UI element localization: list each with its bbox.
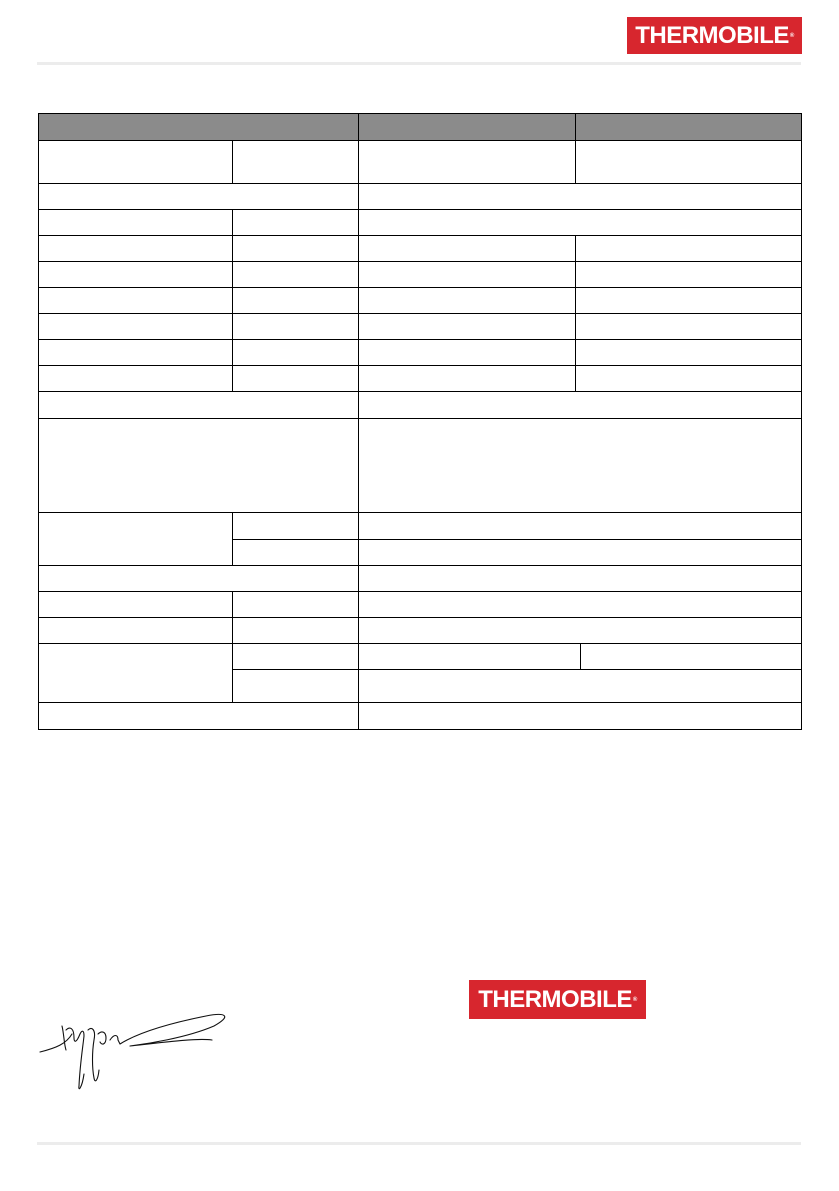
- table-cell: [575, 313, 802, 340]
- table-cell: [232, 365, 359, 392]
- table-cell: [38, 339, 233, 366]
- table-row: [38, 235, 802, 262]
- table-row: [38, 365, 802, 392]
- table-cell: [232, 287, 359, 314]
- table-cell: [38, 565, 359, 592]
- table-row: [38, 261, 802, 288]
- table-cell: [232, 643, 359, 670]
- table-header-cell: [575, 113, 802, 141]
- registered-mark: ®: [632, 996, 637, 1003]
- table-cell: [575, 140, 802, 184]
- table-cell: [358, 339, 576, 366]
- table-cell: [38, 287, 233, 314]
- table-row: [38, 617, 802, 644]
- table-cell: [358, 209, 802, 236]
- table-row: [38, 140, 802, 184]
- table-cell: [38, 183, 359, 210]
- table-cell: [575, 287, 802, 314]
- table-row: [38, 391, 802, 419]
- table-row: [38, 183, 802, 210]
- table-header-cell: [38, 113, 359, 141]
- table-cell: [358, 643, 581, 670]
- table-cell: [232, 669, 359, 703]
- table-cell: [38, 235, 233, 262]
- table-cell: [232, 512, 359, 540]
- table-cell: [358, 702, 802, 730]
- table-cell: [232, 140, 359, 184]
- table-cell: [38, 702, 359, 730]
- table-cell: [358, 261, 576, 288]
- table-cell: [38, 261, 233, 288]
- table-cell: [38, 591, 233, 618]
- table-cell: [358, 183, 802, 210]
- table-cell: [232, 339, 359, 366]
- table-cell: [38, 313, 233, 340]
- table-row: [38, 591, 802, 618]
- table-cell: [232, 313, 359, 340]
- table-row: [38, 209, 802, 236]
- table-cell: [38, 365, 233, 392]
- table-cell: [358, 235, 576, 262]
- table-cell: [358, 591, 802, 618]
- table-cell: [358, 391, 802, 419]
- table-cell: [358, 565, 802, 592]
- table-cell: [580, 643, 802, 670]
- table-cell: [38, 512, 233, 566]
- table-row-group: [38, 512, 802, 566]
- table-cell: [38, 418, 359, 513]
- table-cell: [575, 261, 802, 288]
- table-cell: [575, 365, 802, 392]
- table-header-row: [38, 113, 802, 141]
- table-row: [38, 313, 802, 340]
- table-cell: [358, 617, 802, 644]
- table-cell: [232, 235, 359, 262]
- table-cell: [232, 591, 359, 618]
- table-cell: [358, 313, 576, 340]
- table-cell: [38, 209, 233, 236]
- table-cell: [358, 669, 802, 703]
- spec-table: [38, 113, 802, 730]
- table-header-cell: [358, 113, 576, 141]
- table-cell: [38, 617, 233, 644]
- table-cell: [38, 391, 359, 419]
- table-cell: [358, 365, 576, 392]
- table-cell: [38, 140, 233, 184]
- table-cell: [358, 140, 576, 184]
- table-cell: [358, 287, 576, 314]
- logo-text: THERMOBILE: [478, 985, 632, 1013]
- table-row-group: [38, 643, 802, 703]
- table-cell: [575, 339, 802, 366]
- table-row: [38, 287, 802, 314]
- registered-mark: ®: [789, 32, 794, 39]
- table-row: [38, 339, 802, 366]
- table-row: [38, 418, 802, 513]
- table-cell: [358, 539, 802, 566]
- brand-logo: [627, 17, 802, 54]
- signature-image: [36, 1004, 236, 1096]
- logo-text: THERMOBILE: [635, 21, 789, 49]
- table-cell: [232, 539, 359, 566]
- header-divider: [37, 62, 801, 65]
- brand-logo-bottom: [469, 980, 646, 1019]
- table-cell: [575, 235, 802, 262]
- table-cell: [232, 617, 359, 644]
- table-cell: [232, 261, 359, 288]
- table-cell: [232, 209, 359, 236]
- table-cell: [358, 512, 802, 540]
- table-row: [38, 565, 802, 592]
- table-cell: [358, 418, 802, 513]
- table-row: [38, 702, 802, 730]
- table-cell: [38, 643, 233, 703]
- footer-divider: [37, 1142, 801, 1145]
